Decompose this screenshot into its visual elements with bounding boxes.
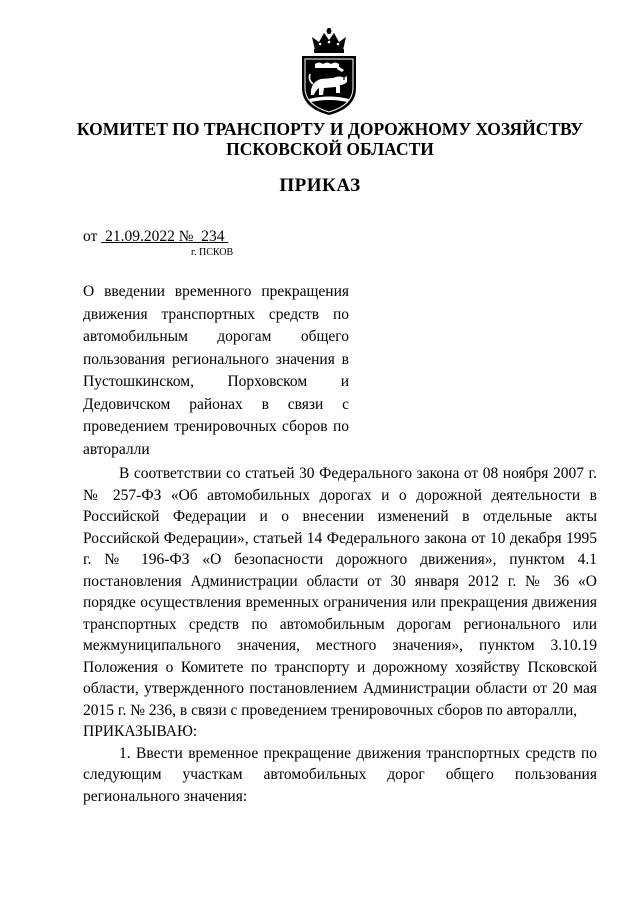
decree-word: ПРИКАЗЫВАЮ: [83,723,198,740]
order-number: 234 [201,228,225,245]
preamble-paragraph: В соответствии со статьей 30 Федерального закона от 08 ноября 2007 г. № 257-ФЗ «Об автомобильных дорогах и о дорожной деятельности в Российской Федерации и о внесении изменений в отдельные акты Российской Федерации», статьей 14 Федерального закона от 10 декабря 1995 г. № 196-ФЗ «О безопасности дорожного движения», пунктом 4.1 постановления Администрации области от 30 января 2012 г. № 36 «О порядке осуществления временных ограничения или прекращения движения транспортных средств по автомобильным дорогам регионального или межмуниципального значения, местного значения», пунктом 3.10.19 Положения о Комитете по транспорту и дорожному хозяйству Псковской области, утвержденного постановлением Администрации области от 20 мая 2015 г. № 236, в связи с проведением тренировочных сборов по авторалли, [83,465,597,719]
item-1-paragraph: 1. Ввести временное прекращение движения транспортных средств по следующим участкам автомобильных дорог общего пользования регионального значения: [83,744,597,805]
crown-icon [312,28,346,53]
from-label: от [83,228,98,245]
order-date: 21.09.2022 [105,228,175,245]
order-subject: О введении временного прекращения движения транспортных средств по автомобильным дорогам общего пользования регионального значения в Пустошкинском, Порховском и Дедовичском районах в связи с проведением тренировочных сборов по авторалли [83,283,349,458]
document-type-title: ПРИКАЗ [279,175,361,196]
organization-name-line1: КОМИТЕТ ПО ТРАНСПОРТУ И ДОРОЖНОМУ ХОЗЯЙСТВУ [76,119,584,139]
number-label: № [178,228,194,245]
order-date-number [83,228,228,246]
coat-of-arms-icon [298,28,360,116]
city-label: г. ПСКОВ [191,247,234,258]
order-body [83,463,597,807]
organization-name-line2: ПСКОВСКОЙ ОБЛАСТИ [226,139,434,159]
